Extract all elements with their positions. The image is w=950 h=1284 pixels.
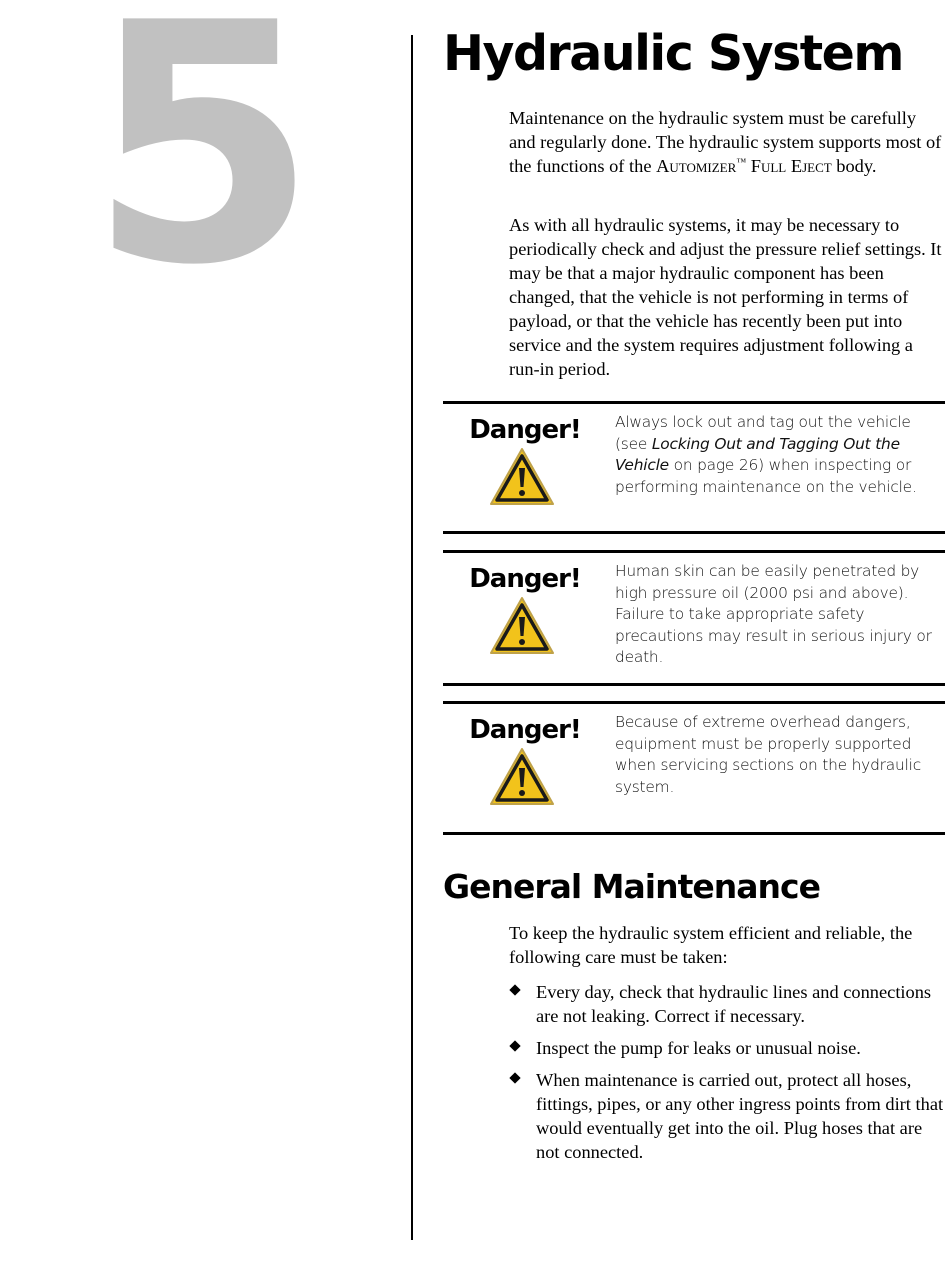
warning-triangle-icon bbox=[488, 446, 556, 508]
cross-reference-link[interactable]: Locking Out and Tagging Out the Vehicle bbox=[615, 434, 900, 474]
section-title-general-maintenance: General Maintenance bbox=[443, 867, 820, 906]
danger-text-high-pressure-oil: Human skin can be easily penetrated by high pressure oil (2000 psi and above). Failure to take appropriate safety precautions may result in serious injury or death. bbox=[615, 562, 932, 666]
vertical-divider bbox=[411, 35, 413, 1240]
list-item: When maintenance is carried out, protect all hoses, fittings, pipes, or any other ingress points from dirt that would eventually get into the oil. Plug hoses that are not connected. bbox=[509, 1068, 945, 1164]
maintenance-list bbox=[509, 980, 945, 1172]
list-item: Every day, check that hydraulic lines and connections are not leaking. Correct if necessary. bbox=[509, 980, 945, 1028]
intro-paragraph-2: As with all hydraulic systems, it may be necessary to periodically check and adjust the pressure relief settings. It may be that a major hydraulic component has been changed, that the vehicle is not performing in terms of payload, or that the vehicle has recently been put into service and the system requires adjustment following a run-in period. bbox=[509, 215, 942, 379]
danger-text-overhead: Because of extreme overhead dangers, equipment must be properly supported when servicing sections on the hydraulic system. bbox=[615, 713, 921, 796]
warning-triangle-icon bbox=[488, 746, 556, 808]
page-title: Hydraulic System bbox=[443, 25, 903, 82]
chapter-number: 5 bbox=[88, 0, 308, 337]
diamond-bullet-icon bbox=[509, 984, 520, 995]
intro-paragraph-1: Maintenance on the hydraulic system must be carefully and regularly done. The hydraulic system supports most of the functions of the Automizer™ Full Eject body. bbox=[509, 108, 942, 176]
danger-label: Danger! bbox=[469, 415, 581, 445]
warning-triangle-icon bbox=[488, 595, 556, 657]
danger-text-lockout: Always lock out and tag out the vehicle (see Locking Out and Tagging Out the Vehicle on page 26) when inspecting or performing maintenance on the vehicle. bbox=[615, 413, 917, 496]
danger-box-high-pressure-oil bbox=[443, 550, 945, 686]
danger-box-lockout bbox=[443, 401, 945, 534]
danger-label: Danger! bbox=[469, 715, 581, 745]
diamond-bullet-icon bbox=[509, 1072, 520, 1083]
danger-box-overhead bbox=[443, 701, 945, 835]
general-maintenance-intro: To keep the hydraulic system efficient and reliable, the following care must be taken: bbox=[509, 923, 913, 967]
diamond-bullet-icon bbox=[509, 1040, 520, 1051]
list-item: Inspect the pump for leaks or unusual noise. bbox=[509, 1036, 945, 1060]
danger-label: Danger! bbox=[469, 564, 581, 594]
